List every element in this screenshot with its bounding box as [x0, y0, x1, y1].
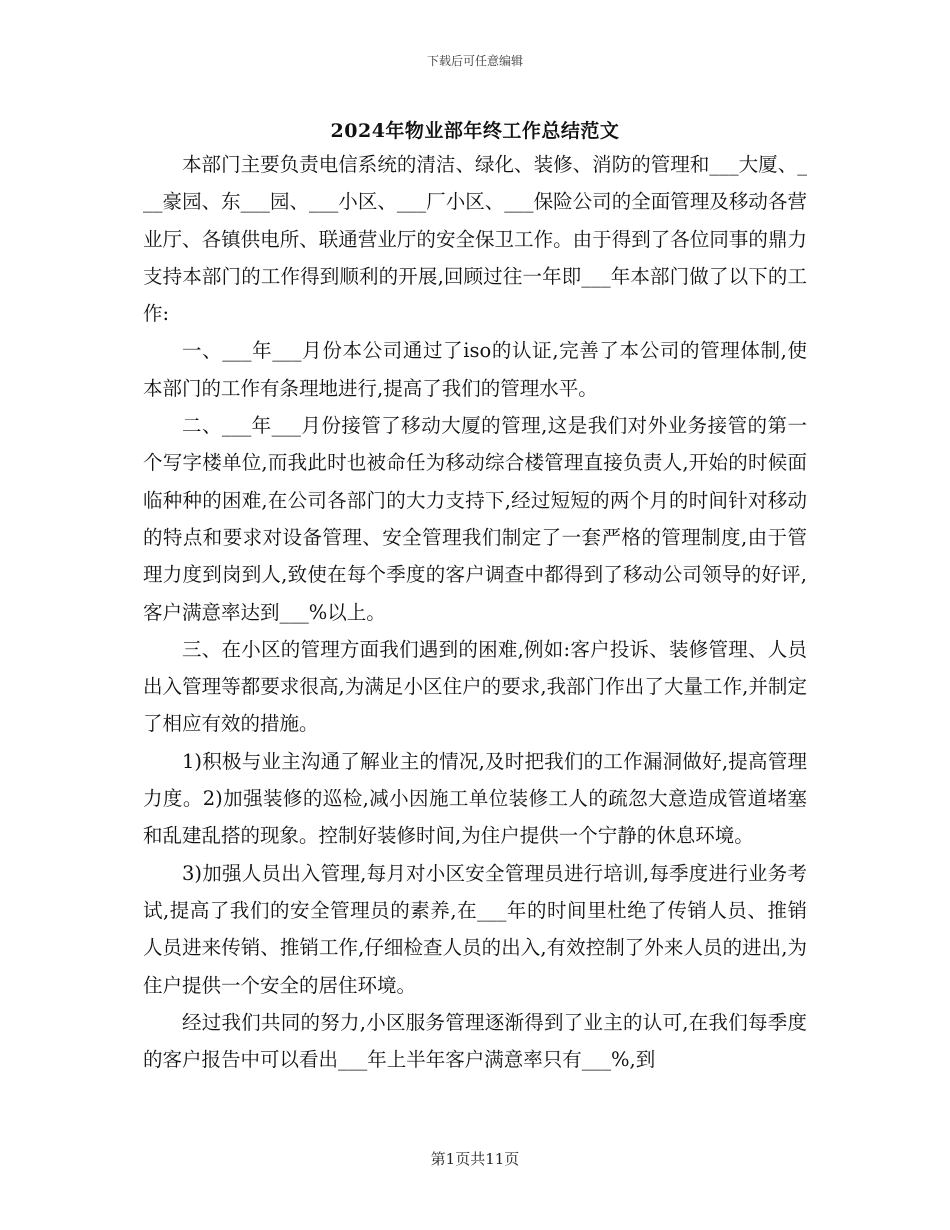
- paragraph-item-1: 一、___年___月份本公司通过了iso的认证,完善了本公司的管理体制,使本部门的工作有条理地进行,提高了我们的管理水平。: [143, 339, 807, 400]
- paragraph-results: 经过我们共同的努力,小区服务管理逐渐得到了业主的认可,在我们每季度的客户报告中可以看出___年上半年客户满意率只有___%,到: [143, 1010, 807, 1072]
- paragraph-measure-3: 3)加强人员出入管理,每月对小区安全管理员进行培训,每季度进行业务考试,提高了我们的安全管理员的素养,在___年的时间里杜绝了传销人员、推销人员进来传销、推销工作,仔细检查人员的出入,有效控制了外来人员的进出,为住户提供一个安全的居住环境。: [143, 861, 807, 997]
- document-body: [143, 146, 807, 1078]
- paragraph-intro: 本部门主要负责电信系统的清洁、绿化、装修、消防的管理和___大厦、___豪园、东___园、___小区、___厂小区、___保险公司的全面管理及移动各营业厅、各镇供电所、联通营业厅的安全保卫工作。由于得到了各位同事的鼎力支持本部门的工作得到顺利的开展,回顾过往一年即___年本部门做了以下的工作:: [143, 153, 807, 326]
- paragraph-item-3: 三、在小区的管理方面我们遇到的困难,例如:客户投诉、装修管理、人员出入管理等都要求很高,为满足小区住户的要求,我部门作出了大量工作,并制定了相应有效的措施。: [143, 637, 807, 736]
- paragraph-measures-1-2: 1)积极与业主沟通了解业主的情况,及时把我们的工作漏洞做好,提高管理力度。2)加强装修的巡检,减小因施工单位装修工人的疏忽大意造成管道堵塞和乱建乱搭的现象。控制好装修时间,为住户提供一个宁静的休息环境。: [143, 749, 807, 848]
- document-title: 2024年物业部年终工作总结范文: [330, 120, 620, 142]
- paragraph-item-2: 二、___年___月份接管了移动大厦的管理,这是我们对外业务接管的第一个写字楼单位,而我此时也被命任为移动综合楼管理直接负责人,开始的时候面临种种的困难,在公司各部门的大力支持下,经过短短的两个月的时间针对移动的特点和要求对设备管理、安全管理我们制定了一套严格的管理制度,由于管理力度到岗到人,致使在每个季度的客户调查中都得到了移动公司领导的好评,客户满意率达到___%以上。: [143, 414, 807, 624]
- page-header-note: 下载后可任意编辑: [426, 54, 523, 68]
- page-number-footer: 第1页共11页: [430, 1150, 520, 1168]
